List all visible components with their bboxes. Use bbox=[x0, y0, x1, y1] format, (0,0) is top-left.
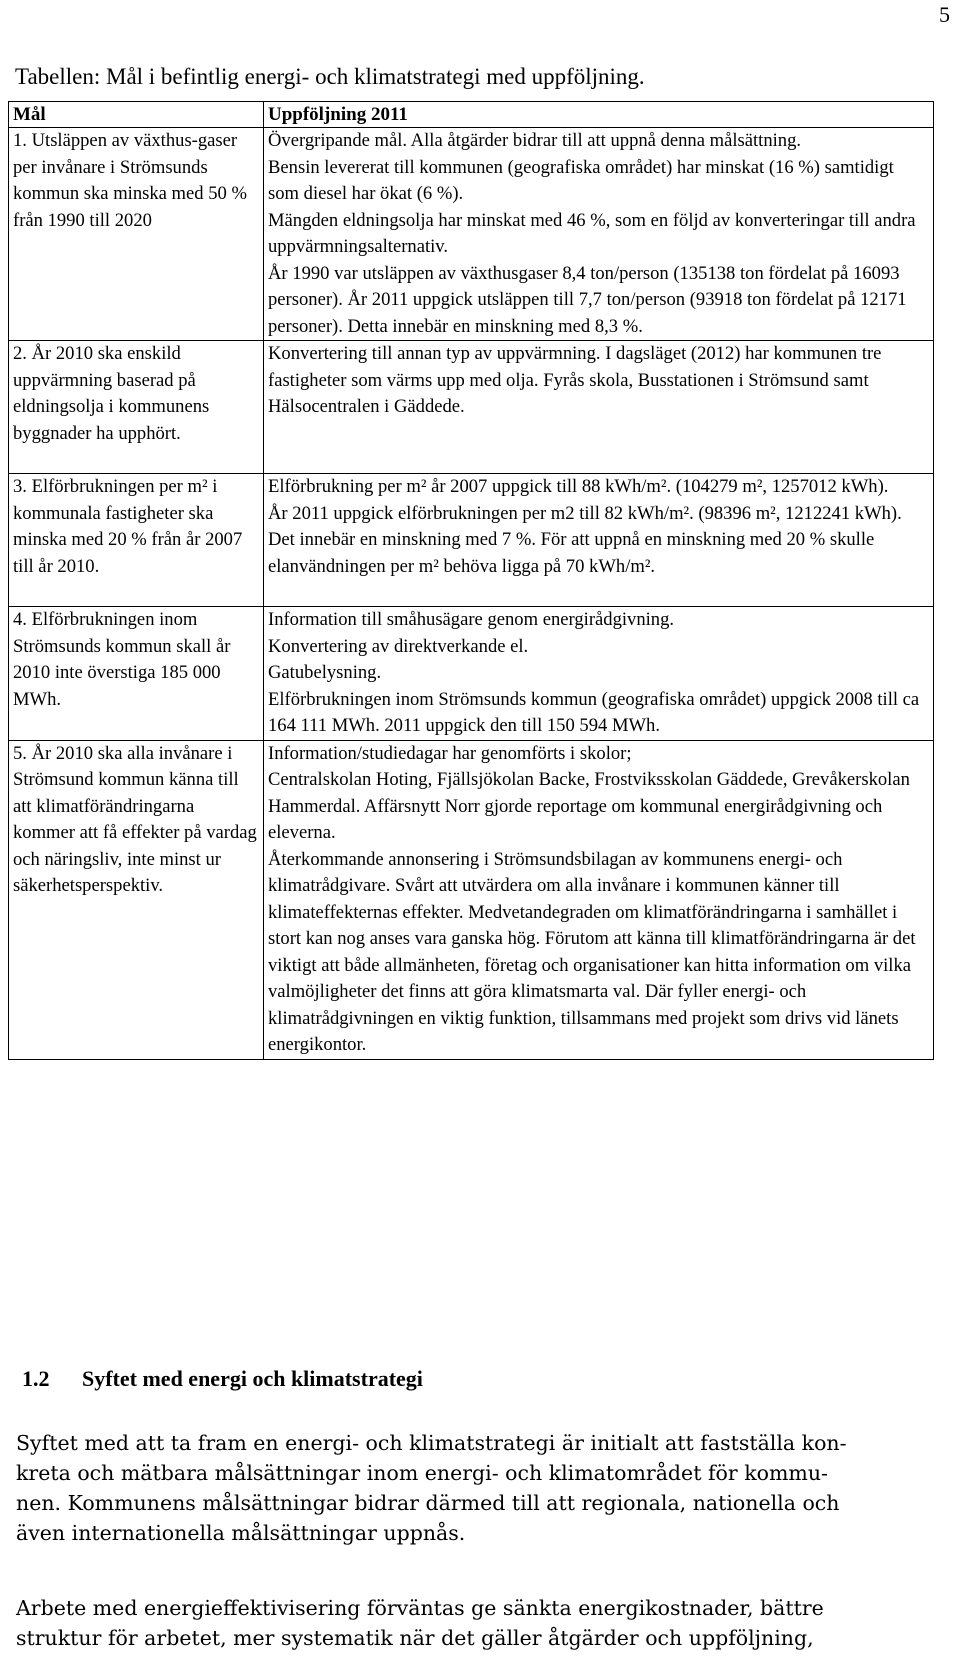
goal-cell bbox=[9, 341, 264, 474]
table-row bbox=[9, 740, 934, 1059]
followup-line: Återkommande annonsering i Strömsundsbilagan av kommunens energi- och klimatrådgivare. Svårt att utvärdera om alla invånare i kommunen känner till klimateffekternas effekter. Medvetandegraden om klimatförändringarna i samhället i stort kan nog anses vara ganska hög. Förutom att känna till klimatförändringarna är det viktigt att både allmänheten, företag och organisationer kan hitta information om vilka valmöjligheter det finns att göra klimatsmarta val. Där fyller energi- och klimatrådgivningen en viktig funktion, tillsammans med projekt som drivs vid länets energikontor. bbox=[268, 848, 916, 1055]
table-header-row bbox=[9, 102, 934, 128]
followup-line: Konvertering av direktverkande el. bbox=[268, 635, 529, 657]
goal-cell bbox=[9, 740, 264, 1059]
goal-text: 1. Utsläppen av växthus-gaser per invånare i Strömsunds kommun ska minska med 50 % från 1990 till 2020 bbox=[13, 130, 247, 231]
goals-table bbox=[8, 101, 934, 1060]
followup-line: Centralskolan Hoting, Fjällsjökolan Backe, Frostviksskolan Gäddede, Grevåkerskolan Hammerdal. Affärsnytt Norr gjorde reportage om kommunal energirådgivning och eleverna. bbox=[268, 769, 910, 843]
followup-cell bbox=[264, 128, 934, 341]
followup-line: Elförbrukning per m² år 2007 uppgick till 88 kWh/m². (104279 m², 1257012 kWh). bbox=[268, 476, 889, 497]
paragraph-line: Syftet med att ta fram en energi- och klimatstrategi är initialt att fastställa kon- bbox=[16, 1431, 847, 1455]
followup-line: År 1990 var utsläppen av växthusgaser 8,4 ton/person (135138 ton fördelat på 16093 personer). År 2011 uppgick utsläppen till 7,7 ton/person (93918 ton fördelat på 12171 personer). Detta innebär en minskning med 8,3 %. bbox=[268, 262, 907, 337]
goal-cell bbox=[9, 474, 264, 607]
paragraph-line: även internationella målsättningar uppnås. bbox=[16, 1521, 466, 1545]
followup-line: Övergripande mål. Alla åtgärder bidrar till att uppnå denna målsättning. bbox=[268, 130, 802, 151]
goal-text: 4. Elförbrukningen inom Strömsunds kommun skall år 2010 inte överstiga 185 000 MWh. bbox=[13, 609, 231, 710]
followup-line: Information/studiedagar har genomförts i skolor; bbox=[268, 742, 632, 764]
goal-cell bbox=[9, 607, 264, 741]
paragraph-line: nen. Kommunens målsättningar bidrar därmed till att regionala, nationella och bbox=[16, 1491, 840, 1515]
table-row bbox=[9, 341, 934, 474]
goal-text: 3. Elförbrukningen per m² i kommunala fastigheter ska minska med 20 % från år 2007 till år 2010. bbox=[13, 476, 243, 577]
table-row bbox=[9, 128, 934, 341]
followup-cell bbox=[264, 474, 934, 607]
header-goal: Mål bbox=[9, 102, 264, 128]
paragraph-line: kreta och mätbara målsättningar inom energi- och klimatområdet för kommu- bbox=[16, 1461, 828, 1485]
followup-line: Det innebär en minskning med 7 %. För att uppnå en minskning med 20 % skulle elanvändningen per m² behöva ligga på 70 kWh/m². bbox=[268, 529, 875, 577]
goal-cell bbox=[9, 128, 264, 341]
followup-line: Mängden eldningsolja har minskat med 46 %, som en följd av konverteringar till andra uppvärmningsalternativ. bbox=[268, 209, 916, 257]
section-paragraph bbox=[16, 1593, 941, 1653]
section-title: Syftet med energi och klimatstrategi bbox=[82, 1366, 423, 1391]
goal-text: 5. År 2010 ska alla invånare i Strömsund kommun känna till att klimatförändringarna kommer att få effekter på vardag och näringsliv, inte minst ur säkerhetsperspektiv. bbox=[13, 742, 257, 896]
header-followup: Uppföljning 2011 bbox=[264, 102, 934, 128]
section-paragraph bbox=[16, 1428, 941, 1548]
table-row bbox=[9, 474, 934, 607]
followup-line: Elförbrukningen inom Strömsunds kommun (geografiska området) uppgick 2008 till ca 164 111 MWh. 2011 uppgick den till 150 594 MWh. bbox=[268, 688, 920, 736]
paragraph-line: Arbete med energieffektivisering förväntas ge sänkta energikostnader, bättre bbox=[16, 1596, 824, 1620]
followup-line: Konvertering till annan typ av uppvärmning. I dagsläget (2012) har kommunen tre fastigheter som värms upp med olja. Fyrås skola, Busstationen i Strömsund samt Hälsocentralen i Gäddede. bbox=[268, 343, 882, 417]
table-caption: Tabellen: Mål i befintlig energi- och klimatstrategi med uppföljning. bbox=[15, 64, 645, 89]
page-number: 5 bbox=[939, 2, 950, 27]
followup-line: Information till småhusägare genom energirådgivning. bbox=[268, 609, 675, 630]
followup-cell bbox=[264, 607, 934, 741]
section-number: 1.2 bbox=[22, 1366, 50, 1391]
section-heading bbox=[22, 1366, 423, 1392]
table-row bbox=[9, 607, 934, 741]
paragraph-line: struktur för arbetet, mer systematik när det gäller åtgärder och uppföljning, bbox=[16, 1626, 814, 1650]
followup-line: Gatubelysning. bbox=[268, 662, 382, 683]
goal-text: 2. År 2010 ska enskild uppvärmning baserad på eldningsolja i kommunens byggnader ha upphört. bbox=[13, 343, 210, 444]
followup-cell bbox=[264, 740, 934, 1059]
followup-cell bbox=[264, 341, 934, 474]
followup-line: År 2011 uppgick elförbrukningen per m2 till 82 kWh/m². (98396 m², 1212241 kWh). bbox=[268, 502, 902, 524]
followup-line: Bensin levererat till kommunen (geografiska området) har minskat (16 %) samtidigt som diesel har ökat (6 %). bbox=[268, 156, 894, 204]
